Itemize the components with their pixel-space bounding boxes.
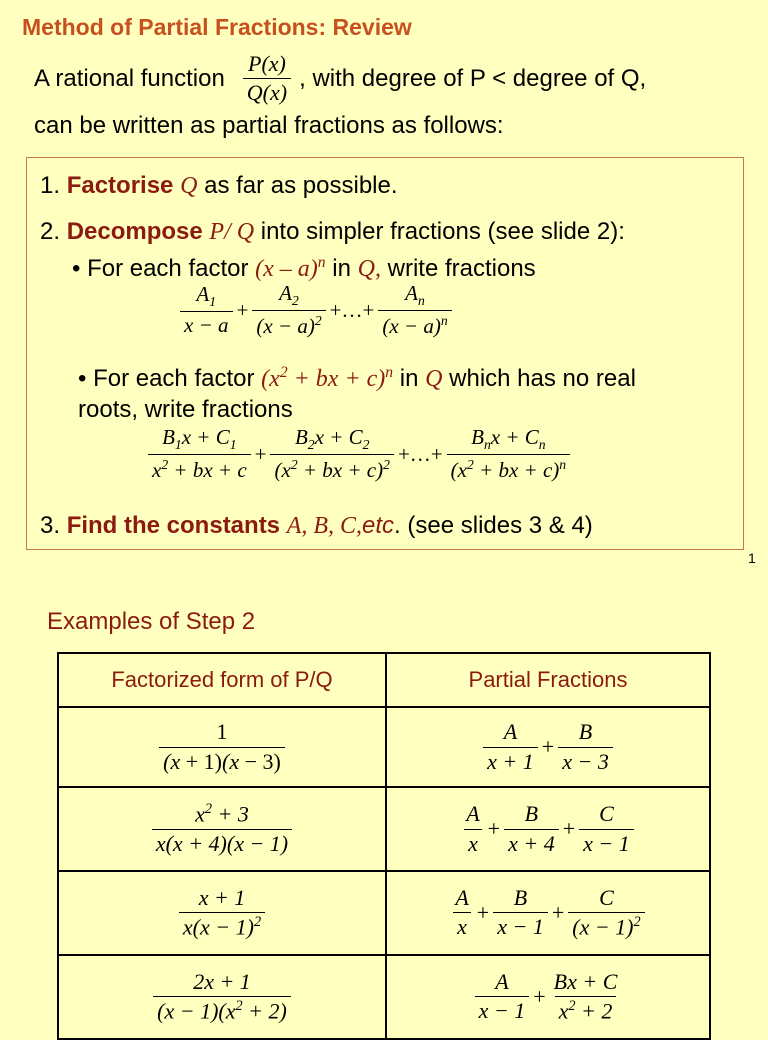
fraction-denominator: Q(x) — [243, 78, 291, 105]
table-header-row — [58, 653, 710, 707]
bullet-1-text: write fractions — [387, 255, 536, 282]
table-cell-partial: $\frac{A}{x}$ + $\frac{B}{x - 1}$ + $\frac{C}{(x - 1)^2}$ — [386, 871, 710, 955]
bullet-2-text: which has no real — [449, 365, 636, 392]
fraction-numerator: P(x) — [248, 51, 286, 76]
table-cell-factorized: $\frac{x^2 + 3}{x(x + 4)(x - 1)}$ — [58, 787, 386, 871]
intro-line-2: can be written as partial fractions as follows: — [34, 112, 504, 139]
step-2-math: P/ Q — [209, 219, 255, 245]
table-cell-factorized: $\frac{x + 1}{x(x - 1)^2}$ — [58, 871, 386, 955]
step-2-text: into simpler fractions (see slide 2): — [260, 218, 625, 245]
intro-prefix: A rational function — [34, 64, 225, 92]
bullet-2-q: Q — [425, 366, 443, 392]
step-3-etc: etc — [362, 512, 395, 539]
examples-title: Examples of Step 2 — [47, 608, 256, 635]
formula-quadratic-factors: $\frac{B_1x + C_1}{x^2 + bx + c}$ + $\frac{B_2x + C_2}{(x^2 + bx + c)^2}$ +…+ $\frac{B_nx + C_n}{(x^2 + bx + c)^n}$ — [148, 426, 668, 482]
rational-fraction — [243, 52, 291, 105]
examples-table — [57, 652, 711, 1040]
step-3-number: 3. — [40, 512, 61, 539]
bullet-1-factor: (x – a)$^n$ — [255, 254, 326, 282]
table-row — [58, 707, 710, 787]
bullet-2-in: in — [399, 365, 419, 392]
table-header-partial: Partial Fractions — [386, 653, 710, 707]
bullet-2-factor: ($x^2$ + bx + c)$^n$ — [261, 364, 394, 392]
bullet-1-q: Q, — [357, 256, 381, 282]
step-2 — [40, 218, 625, 246]
step-1-math: Q — [180, 173, 198, 199]
step-3-math: A, B, C, — [286, 513, 363, 539]
table-row — [58, 871, 710, 955]
step-1-text: as far as possible. — [204, 172, 398, 199]
bullet-2 — [78, 364, 636, 393]
table-row — [58, 955, 710, 1039]
table-cell-factorized: $\frac{1}{(x + 1)(x - 3)}$ — [58, 707, 386, 787]
bullet-2-prefix: • For each factor — [78, 365, 255, 392]
steps-box — [26, 157, 744, 550]
intro-line — [34, 52, 646, 105]
bullet-2-line-2: roots, write fractions — [78, 396, 293, 423]
step-1 — [40, 172, 398, 200]
slide-title: Method of Partial Fractions: Review — [22, 14, 412, 40]
step-2-number: 2. — [40, 218, 61, 245]
table-cell-partial: $\frac{A}{x + 1}$ + $\frac{B}{x - 3}$ — [386, 707, 710, 787]
step-3-keyword: Find the constants — [66, 512, 281, 539]
table-header-factorized: Factorized form of P/Q — [58, 653, 386, 707]
table-cell-partial: $\frac{A}{x}$ + $\frac{B}{x + 4}$ + $\frac{C}{x - 1}$ — [386, 787, 710, 871]
bullet-1-in: in — [332, 255, 351, 282]
step-1-number: 1. — [40, 172, 61, 199]
table-row — [58, 787, 710, 871]
bullet-1 — [72, 254, 536, 283]
table-cell-partial: $\frac{A}{x - 1}$ + $\frac{Bx + C}{x^2 + 2}$ — [386, 955, 710, 1039]
step-3 — [40, 512, 593, 540]
bullet-1-prefix: • For each factor — [72, 255, 249, 282]
step-2-keyword: Decompose — [66, 218, 203, 245]
step-1-keyword: Factorise — [66, 172, 174, 199]
slide-number: 1 — [748, 550, 756, 566]
table-cell-factorized: $\frac{2x + 1}{(x - 1)(x^2 + 2)}$ — [58, 955, 386, 1039]
intro-suffix: , with degree of P < degree of Q, — [299, 64, 647, 92]
formula-linear-factors: $\frac{A_1}{x - a}$ + $\frac{A_2}{(x - a)^2}$ +…+ $\frac{A_n}{(x - a)^n}$ — [180, 282, 560, 338]
step-3-text: . (see slides 3 & 4) — [394, 512, 593, 539]
